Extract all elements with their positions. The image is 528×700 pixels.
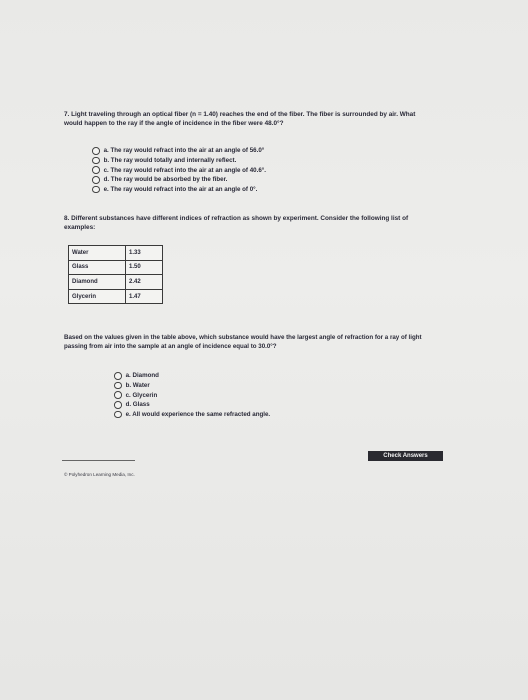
q8-option-a-label: a. Diamond	[125, 372, 159, 380]
radio-button-icon[interactable]	[92, 157, 100, 165]
table-row	[69, 289, 163, 304]
q7-option-e-label: e. The ray would refract into the air at an angle of 0°.	[103, 186, 258, 194]
radio-button-icon[interactable]	[92, 176, 100, 184]
substance-cell: Glass	[69, 260, 126, 275]
q8-option-c-label: c. Glycerin	[125, 391, 158, 399]
index-cell: 1.50	[126, 260, 163, 275]
check-answers-button[interactable]: Check Answers	[368, 451, 443, 461]
q8-option-a[interactable]	[114, 371, 270, 381]
q7-option-d-label: d. The ray would be absorbed by the fiber.	[103, 176, 228, 184]
q8-option-c[interactable]	[114, 390, 270, 400]
table-row	[69, 260, 163, 275]
question-7-text: 7. Light traveling through an optical fiber (n = 1.40) reaches the end of the fiber. The fiber is surrounded by air. What would happen to the ray if the angle of incidence in the fiber were 48.0°?	[64, 111, 416, 127]
question-8-options	[114, 371, 270, 419]
radio-button-icon[interactable]	[92, 166, 100, 174]
substance-cell: Water	[69, 246, 126, 261]
refraction-index-table	[68, 245, 163, 304]
table-row	[69, 275, 163, 290]
q8-option-d-label: d. Glass	[125, 401, 150, 409]
q7-option-b-label: b. The ray would totally and internally reflect.	[103, 157, 237, 165]
question-8-intro: 8. Different substances have different indices of refraction as shown by experiment. Consider the following list of examples:	[64, 215, 409, 231]
q8-option-e[interactable]	[114, 410, 270, 420]
q7-option-c[interactable]	[92, 165, 266, 175]
substance-cell: Glycerin	[69, 289, 126, 304]
radio-button-icon[interactable]	[114, 401, 122, 409]
radio-button-icon[interactable]	[114, 372, 122, 380]
question-8-text: Based on the values given in the table above, which substance would have the largest angle of refraction for a ray of light passing from air into the sample at an angle of incidence equal to 30.0°?	[64, 334, 422, 350]
radio-button-icon[interactable]	[92, 147, 100, 155]
q7-option-c-label: c. The ray would refract into the air at an angle of 40.6°.	[103, 166, 266, 174]
question-7-options	[92, 146, 266, 194]
q7-option-b[interactable]	[92, 156, 266, 166]
q7-option-a-label: a. The ray would refract into the air at an angle of 56.0°	[103, 147, 265, 155]
q7-option-a[interactable]	[92, 146, 266, 156]
copyright-notice: © Polyhedron Learning Media, Inc.	[64, 472, 135, 477]
radio-button-icon[interactable]	[92, 186, 100, 194]
footer-divider	[62, 460, 135, 461]
q8-option-e-label: e. All would experience the same refracted angle.	[125, 411, 271, 419]
q7-option-d[interactable]	[92, 175, 266, 185]
radio-button-icon[interactable]	[114, 411, 122, 419]
q7-option-e[interactable]	[92, 185, 266, 195]
index-cell: 2.42	[126, 275, 163, 290]
q8-option-b-label: b. Water	[125, 382, 150, 390]
radio-button-icon[interactable]	[114, 382, 122, 390]
substance-cell: Diamond	[69, 275, 126, 290]
q8-option-d[interactable]	[114, 400, 270, 410]
index-cell: 1.33	[126, 246, 163, 261]
table-row	[69, 246, 163, 261]
index-cell: 1.47	[126, 289, 163, 304]
radio-button-icon[interactable]	[114, 391, 122, 399]
q8-option-b[interactable]	[114, 381, 270, 391]
